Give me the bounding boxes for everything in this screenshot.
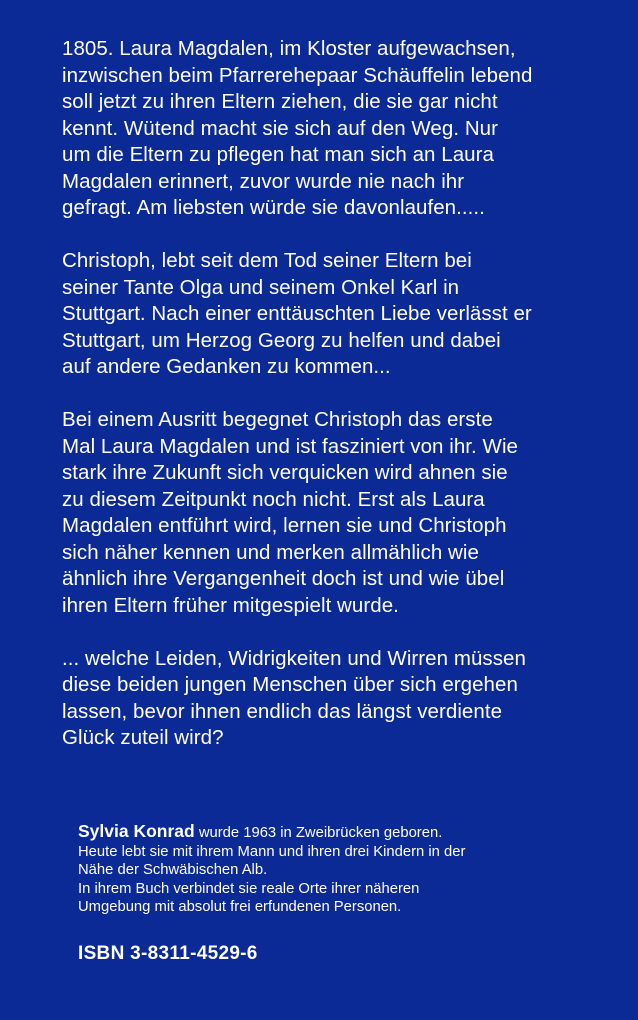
isbn-number: ISBN 3-8311-4529-6 — [78, 943, 258, 964]
blurb-paragraph-1: 1805. Laura Magdalen, im Kloster aufgewachsen, inzwischen beim Pfarrerehepaar Schäuffelin lebend soll jetzt zu ihren Eltern ziehen, die sie gar nicht kennt. Wütend macht sie sich auf den Weg. Nur um die Eltern zu pflegen hat man sich an Laura Magdalen erinnert, zuvor wurde nie nach ihr gefragt. Am liebsten würde sie davonlaufen..... — [62, 37, 533, 219]
author-name: Sylvia Konrad — [78, 821, 195, 841]
author-bio-body: wurde 1963 in Zweibrücken geboren. Heute lebt sie mit ihrem Mann und ihren drei Kindern in der Nähe der Schwäbischen Alb. In ihrem Buch verbindet sie reale Orte ihrer näheren Umgebung mit absolut frei erfundenen Personen. — [78, 825, 466, 915]
blurb-paragraph-3: Bei einem Ausritt begegnet Christoph das erste Mal Laura Magdalen und ist fasziniert von ihr. Wie stark ihre Zukunft sich verquicken wird ahnen sie zu diesem Zeitpunkt noch nicht. Erst als Laura Magdalen entführt wird, lernen sie und Christoph sich näher kennen und merken allmählich wie ähnlich ihre Vergangenheit doch ist und wie übel ihren Eltern früher mitgespielt wurde. — [62, 408, 519, 617]
blurb-paragraph-2: Christoph, lebt seit dem Tod seiner Eltern bei seiner Tante Olga und seinem Onkel Karl in Stuttgart. Nach einer enttäuschten Liebe verlässt er Stuttgart, um Herzog Georg zu helfen und dabei auf andere Gedanken zu kommen... — [62, 249, 532, 378]
blurb-text — [62, 36, 582, 752]
author-bio — [78, 822, 548, 917]
blurb-paragraph-4: ... welche Leiden, Widrigkeiten und Wirren müssen diese beiden jungen Menschen über sich ergehen lassen, bevor ihnen endlich das längst verdiente Glück zuteil wird? — [62, 646, 526, 749]
author-bio-text — [78, 822, 548, 917]
